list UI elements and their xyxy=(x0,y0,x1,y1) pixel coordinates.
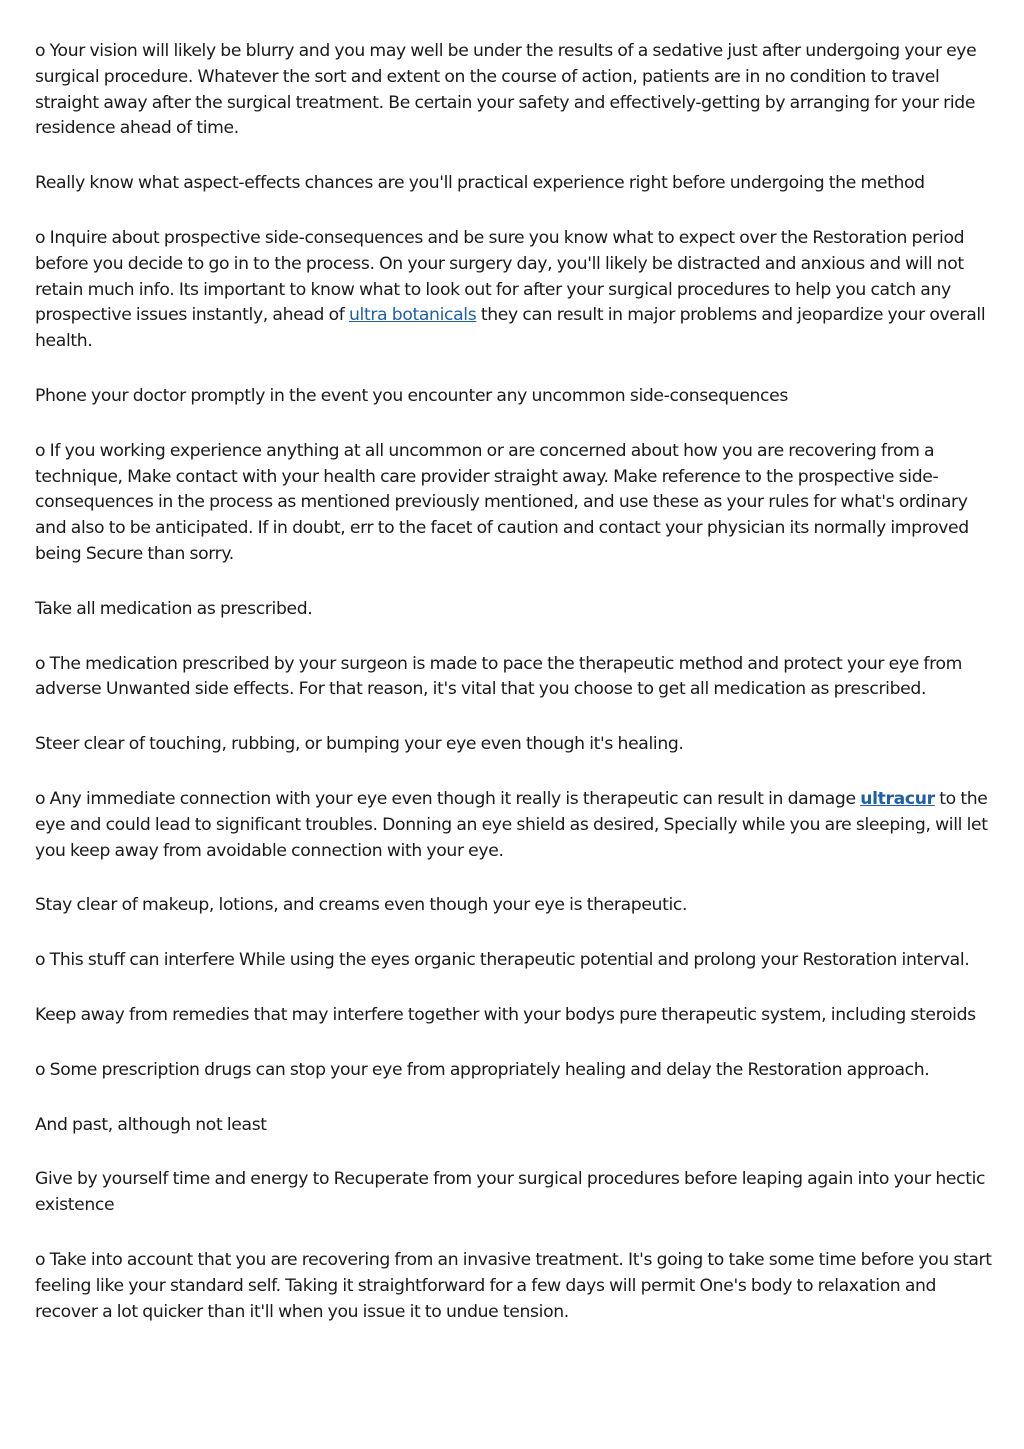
document-body xyxy=(35,39,995,1354)
bullet-item: Give by yourself time and energy to Recuperate from your surgical procedures before leaping again into your hectic existence xyxy=(35,1169,986,1216)
ultracur-link[interactable]: ultracur xyxy=(860,788,935,809)
paragraph-text: o Inquire about prospective side-consequences and be sure you know what to expect over the Restoration period before you decide to go in to the process. On your surgery day, you'll likely be distracted and anxious and will not retain much info. Its important to know what to look out for after your surgical procedures to help you catch any prospective issues instantly, ahead of xyxy=(35,227,965,326)
bullet-item: Steer clear of touching, rubbing, or bumping your eye even though it's healing. xyxy=(35,734,684,755)
bullet-item: Take all medication as prescribed. xyxy=(35,598,313,619)
paragraph: o If you working experience anything at all uncommon or are concerned about how you are recovering from a technique, Make contact with your health care provider straight away. Make reference to the prospective side-consequences in the process as mentioned previously mentioned, and use these as your rules for what's ordinary and also to be anticipated. If in doubt, err to the facet of caution and contact your physician its normally improved being Secure than sorry. xyxy=(35,440,969,564)
paragraph-text: to the eye and could lead to significant troubles. Donning an eye shield as desired, Specially while you are sleeping, will let you keep away from avoidable connection with your eye. xyxy=(35,788,988,861)
paragraph: o Take into account that you are recovering from an invasive treatment. It's going to take some time before you start feeling like your standard self. Taking it straightforward for a few days will permit One's body to relaxation and recover a lot quicker than it'll when you issue it to undue tension. xyxy=(35,1249,992,1322)
paragraph: o Some prescription drugs can stop your eye from appropriately healing and delay the Restoration approach. xyxy=(35,1059,930,1080)
bullet-item: Really know what aspect-effects chances are you'll practical experience right before undergoing the method xyxy=(35,173,925,194)
paragraph: o Your vision will likely be blurry and you may well be under the results of a sedative just after undergoing your eye surgical procedure. Whatever the sort and extent on the course of action, patients are in no condition to travel straight away after the surgical treatment. Be certain your safety and effectively-getting by arranging for your ride residence ahead of time. xyxy=(35,41,977,139)
bullet-item: Stay clear of makeup, lotions, and creams even though your eye is therapeutic. xyxy=(35,895,688,916)
paragraph: o The medication prescribed by your surgeon is made to pace the therapeutic method and protect your eye from adverse Unwanted side effects. For that reason, it's vital that you choose to get all medication as prescribed. xyxy=(35,653,963,700)
paragraph-with-link xyxy=(35,226,995,355)
paragraph-text: o Any immediate connection with your eye even though it really is therapeutic can result in damage xyxy=(35,788,861,809)
bullet-item: Phone your doctor promptly in the event you encounter any uncommon side-consequences xyxy=(35,385,788,406)
paragraph-with-link xyxy=(35,787,995,864)
bullet-item: Keep away from remedies that may interfere together with your bodys pure therapeutic system, including steroids xyxy=(35,1004,976,1025)
paragraph-text: they can result in major problems and jeopardize your overall health. xyxy=(35,305,986,352)
paragraph: o This stuff can interfere While using the eyes organic therapeutic potential and prolong your Restoration interval. xyxy=(35,950,970,971)
paragraph: And past, although not least xyxy=(35,1114,267,1135)
ultra-botanicals-link[interactable]: ultra botanicals xyxy=(348,305,477,326)
